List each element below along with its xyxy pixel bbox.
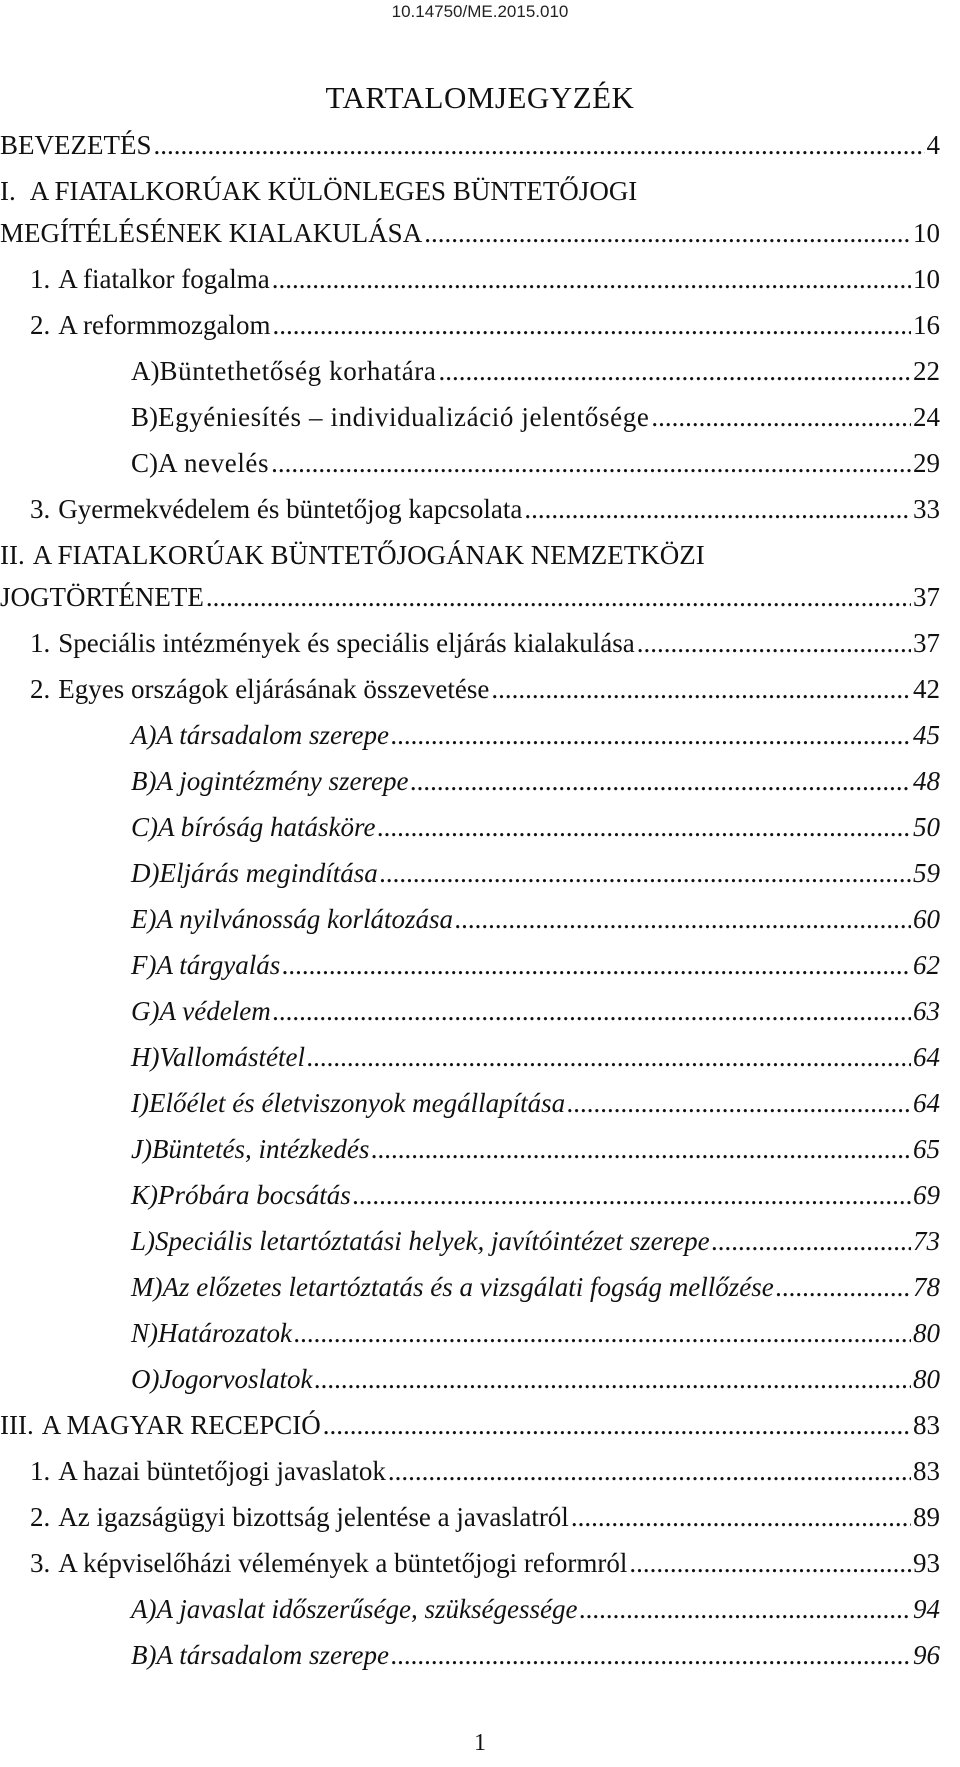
toc-entry-title: A fiatalkor fogalma (58, 264, 270, 294)
toc-entry (30, 666, 940, 712)
toc-entry-page: 65 (913, 1134, 940, 1164)
dot-leader (524, 486, 911, 532)
toc-entry (131, 1632, 940, 1678)
toc-entry (131, 1172, 940, 1218)
toc-entry-title: A tárgyalás (156, 950, 281, 980)
toc-entry-number: 1. (30, 1456, 51, 1486)
toc-entry-page: 94 (913, 1594, 940, 1624)
toc-entry-letter: A) (131, 720, 157, 750)
toc-entry-page: 10 (913, 264, 940, 294)
toc-entry-title: Büntethetőség korhatára (159, 356, 437, 386)
toc-entry (131, 1126, 940, 1172)
dot-leader (391, 712, 911, 758)
toc-entry-page: 83 (913, 1410, 940, 1440)
toc-entry (131, 850, 940, 896)
toc-entry-letter: A) (131, 356, 160, 386)
toc-entry (131, 440, 940, 486)
toc-entry-title: Előélet és életviszonyok megállapítása (148, 1088, 566, 1118)
toc-entry-letter: L) (131, 1226, 156, 1256)
toc-entry-number: 3. (30, 494, 51, 524)
dot-leader (491, 666, 911, 712)
toc-entry-number: III. (0, 1410, 34, 1440)
toc-entry-number: II. (0, 540, 25, 570)
toc-entry-title: MEGÍTÉLÉSÉNEK KIALAKULÁSA (0, 218, 423, 248)
toc-entry-letter: M) (131, 1272, 163, 1302)
toc-entry (30, 1448, 940, 1494)
toc-entry-title: A hazai büntetőjogi javaslatok (58, 1456, 386, 1486)
toc-entry-page: 24 (913, 402, 940, 432)
dot-leader (272, 256, 911, 302)
toc-entry-page: 50 (913, 812, 940, 842)
toc-entry-page: 89 (913, 1502, 940, 1532)
toc-entry-letter: E) (131, 904, 157, 934)
toc-entry-letter: B) (131, 766, 157, 796)
toc-entry-page: 33 (913, 494, 940, 524)
toc-entry-title: A MAGYAR RECEPCIÓ (41, 1410, 321, 1440)
toc-entry (131, 1586, 940, 1632)
toc-entry-title: A FIATALKORÚAK BÜNTETŐJOGÁNAK NEMZETKÖZI (32, 540, 705, 570)
toc-entry-title: Gyermekvédelem és büntetőjog kapcsolata (58, 494, 523, 524)
toc-entry (131, 988, 940, 1034)
toc-entry-letter: I) (131, 1088, 149, 1118)
toc-entry-title: A jogintézmény szerepe (156, 766, 409, 796)
toc-entry-title: JOGTÖRTÉNETE (0, 582, 204, 612)
toc-entry (0, 122, 940, 168)
toc-entry-letter: N) (131, 1318, 158, 1348)
toc-entry-page: 16 (913, 310, 940, 340)
toc-entry-page: 22 (913, 356, 940, 386)
dot-leader (294, 1310, 911, 1356)
dot-leader (272, 302, 911, 348)
toc-entry-page: 63 (913, 996, 940, 1026)
toc-entry-letter: F) (131, 950, 157, 980)
toc-entry-title: Egyéniesítés – individualizáció jelentősége (158, 402, 650, 432)
toc-entry-letter: A) (131, 1594, 157, 1624)
toc-entry (131, 1080, 940, 1126)
toc-entry-page: 78 (913, 1272, 940, 1302)
dot-leader (282, 942, 911, 988)
dot-leader (637, 620, 911, 666)
toc-entry-page: 80 (913, 1364, 940, 1394)
dot-leader (153, 122, 924, 168)
dot-leader (353, 1172, 911, 1218)
toc-entry-title: A képviselőházi vélemények a büntetőjogi reformról (58, 1548, 628, 1578)
dot-leader (410, 758, 911, 804)
toc-entry-title: A nyilvánosság korlátozása (156, 904, 453, 934)
toc-entry-number: I. (0, 176, 16, 206)
toc-entry-letter: B) (131, 1640, 157, 1670)
toc-entry-title: A társadalom szerepe (156, 720, 389, 750)
toc-entry-title: A védelem (159, 996, 271, 1026)
toc-entry-title: BEVEZETÉS (0, 130, 152, 160)
page-number: 1 (474, 1730, 486, 1756)
toc-entry-title: A társadalom szerepe (156, 1640, 389, 1670)
toc-entry (0, 168, 940, 214)
toc-entry-letter: D) (131, 858, 160, 888)
toc-entry (30, 486, 940, 532)
toc-entry-letter: C) (131, 812, 158, 842)
toc-entry-page: 59 (913, 858, 940, 888)
toc-entry (131, 896, 940, 942)
toc-entry-title: A FIATALKORÚAK KÜLÖNLEGES BÜNTETŐJOGI (29, 176, 638, 206)
toc-entry-title: Eljárás megindítása (159, 858, 378, 888)
page-title: TARTALOMJEGYZÉK (325, 80, 635, 115)
dot-leader (629, 1540, 911, 1586)
toc-entry-title: Vallomástétel (159, 1042, 305, 1072)
toc-entry-number: 2. (30, 1502, 51, 1532)
toc-entry (0, 574, 940, 620)
toc-entry-page: 83 (913, 1456, 940, 1486)
dot-leader (307, 1034, 911, 1080)
toc-entry (131, 1218, 940, 1264)
toc-entry-title: Az igazságügyi bizottság jelentése a javaslatról (58, 1502, 569, 1532)
toc-entry (131, 1356, 940, 1402)
dot-leader (371, 1126, 911, 1172)
toc-entry (131, 712, 940, 758)
toc-entry (30, 256, 940, 302)
toc-entry-title: Egyes országok eljárásának összevetése (58, 674, 490, 704)
dot-leader (424, 210, 911, 256)
toc-entry-page: 29 (913, 448, 940, 478)
toc-entry-page: 93 (913, 1548, 940, 1578)
dot-leader (776, 1264, 911, 1310)
dot-leader (378, 804, 911, 850)
toc-entry-page: 96 (913, 1640, 940, 1670)
dot-leader (388, 1448, 911, 1494)
dot-leader (579, 1586, 911, 1632)
toc-entry-title: Az előzetes letartóztatás és a vizsgálati fogság mellőzése (162, 1272, 774, 1302)
toc-entry-page: 64 (913, 1088, 940, 1118)
dot-leader (323, 1402, 911, 1448)
toc-entry-title: A javaslat időszerűsége, szükségessége (156, 1594, 578, 1624)
dot-leader (206, 574, 911, 620)
toc-entry (30, 1540, 940, 1586)
toc-entry-page: 48 (913, 766, 940, 796)
toc-entry-letter: J) (131, 1134, 152, 1164)
dot-leader (571, 1494, 911, 1540)
toc-entry-page: 64 (913, 1042, 940, 1072)
toc-entry-letter: K) (131, 1180, 158, 1210)
toc-entry-title: Büntetés, intézkedés (151, 1134, 370, 1164)
toc-entry (131, 1034, 940, 1080)
toc-entry (131, 804, 940, 850)
toc-entry (131, 348, 940, 394)
dot-leader (651, 394, 911, 440)
toc-entry (131, 1264, 940, 1310)
toc-entry-page: 73 (913, 1226, 940, 1256)
toc-entry (30, 1494, 940, 1540)
toc-entry-title: Határozatok (158, 1318, 292, 1348)
toc-entry-number: 1. (30, 628, 51, 658)
toc-entry (0, 210, 940, 256)
toc-entry-page: 10 (913, 218, 940, 248)
toc-entry-page: 37 (913, 628, 940, 658)
toc-entry-title: Jogorvoslatok (159, 1364, 313, 1394)
toc-entry (131, 1310, 940, 1356)
toc-entry (30, 302, 940, 348)
dot-leader (567, 1080, 911, 1126)
toc-entry-page: 60 (913, 904, 940, 934)
toc-entry (0, 532, 940, 578)
toc-entry-letter: O) (131, 1364, 160, 1394)
dot-leader (271, 440, 911, 486)
dot-leader (438, 348, 911, 394)
toc-entry-page: 69 (913, 1180, 940, 1210)
toc-entry-number: 3. (30, 1548, 51, 1578)
dot-leader (380, 850, 911, 896)
toc-entry-page: 45 (913, 720, 940, 750)
toc-entry (131, 942, 940, 988)
toc-entry-number: 2. (30, 674, 51, 704)
toc-entry-letter: B) (131, 402, 158, 432)
dot-leader (314, 1356, 911, 1402)
toc-entry-title: A bíróság hatásköre (158, 812, 376, 842)
toc-entry-letter: C) (131, 448, 158, 478)
toc-entry-title: Speciális intézmények és speciális eljárás kialakulása (58, 628, 635, 658)
toc-entry-title: Próbára bocsátás (158, 1180, 351, 1210)
doi-header: 10.14750/ME.2015.010 (391, 2, 569, 21)
toc-entry-number: 2. (30, 310, 51, 340)
toc-entry (0, 1402, 940, 1448)
toc-entry-page: 62 (913, 950, 940, 980)
toc-entry-page: 42 (913, 674, 940, 704)
toc-entry (30, 620, 940, 666)
dot-leader (391, 1632, 911, 1678)
toc-entry-page: 80 (913, 1318, 940, 1348)
toc-entry-letter: G) (131, 996, 160, 1026)
toc-entry-number: 1. (30, 264, 51, 294)
toc-entry-title: A nevelés (158, 448, 270, 478)
toc-entry-letter: H) (131, 1042, 160, 1072)
toc-entry-title: A reformmozgalom (58, 310, 271, 340)
dot-leader (273, 988, 911, 1034)
toc-entry-title: Speciális letartóztatási helyek, javítóintézet szerepe (155, 1226, 710, 1256)
toc-entry (131, 394, 940, 440)
dot-leader (712, 1218, 911, 1264)
toc-entry-page: 4 (926, 130, 940, 160)
toc-entry (131, 758, 940, 804)
toc-entry-page: 37 (913, 582, 940, 612)
dot-leader (455, 896, 911, 942)
